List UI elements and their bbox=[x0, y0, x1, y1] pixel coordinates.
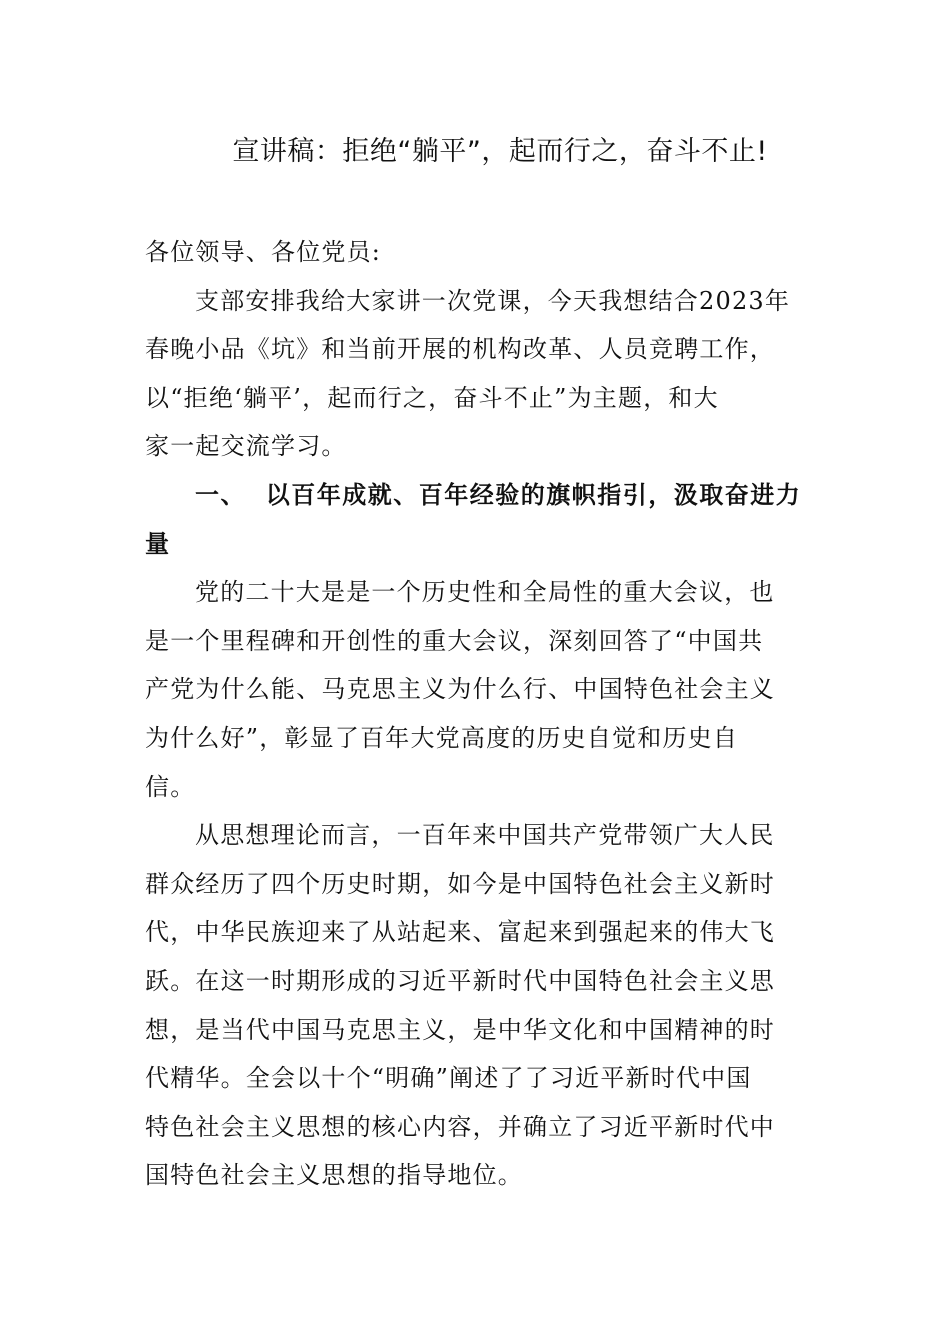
paragraph-line: 特色社会主义思想的核心内容，并确立了习近平新时代中 bbox=[145, 1112, 775, 1141]
paragraph-2 bbox=[145, 568, 795, 811]
document-body bbox=[145, 228, 802, 1200]
paragraph-line: 从思想理论而言，一百年来中国共产党带领广大人民 bbox=[195, 821, 775, 850]
paragraph-line: 代，中华民族迎来了从站起来、富起来到强起来的伟大飞 bbox=[145, 918, 775, 947]
document-title: 宣讲稿：拒绝“躺平”，起而行之，奋斗不止! bbox=[232, 136, 768, 167]
paragraph-line: 家一起交流学习。 bbox=[145, 432, 347, 461]
paragraph-line: 信。 bbox=[145, 772, 196, 801]
paragraph-line: 春晚小品《坑》和当前开展的机构改革、人员竞聘工作， bbox=[145, 335, 775, 364]
paragraph-line: 支部安排我给大家讲一次党课，今天我想结合2023年 bbox=[195, 286, 791, 315]
paragraph-line: 跃。在这一时期形成的习近平新时代中国特色社会主义思 bbox=[145, 966, 775, 995]
paragraph-line: 以“拒绝‘躺平’，起而行之，奋斗不止”为主题，和大 bbox=[145, 383, 719, 412]
paragraph-3 bbox=[145, 811, 795, 1200]
paragraph-line: 党的二十大是是一个历史性和全局性的重大会议，也 bbox=[195, 578, 775, 607]
section-heading-1 bbox=[145, 471, 802, 568]
paragraph-line: 国特色社会主义思想的指导地位。 bbox=[145, 1161, 523, 1190]
paragraph-line: 想，是当代中国马克思主义，是中华文化和中国精神的时 bbox=[145, 1015, 775, 1044]
paragraph-line: 是一个里程碑和开创性的重大会议，深刻回答了“中国共 bbox=[145, 626, 764, 655]
paragraph-line: 代精华。全会以十个“明确”阐述了了习近平新时代中国 bbox=[145, 1064, 752, 1093]
paragraph-line: 产党为什么能、马克思主义为什么行、中国特色社会主义 bbox=[145, 675, 775, 704]
salutation: 各位领导、各位党员: bbox=[145, 238, 382, 266]
heading-line: 量 bbox=[145, 528, 171, 558]
paragraph-line: 为什么好”，彰显了百年大党高度的历史自觉和历史自 bbox=[145, 723, 739, 752]
heading-line: 一、 以百年成就、百年经验的旗帜指引，汲取奋进力 bbox=[195, 479, 802, 509]
paragraph-line: 群众经历了四个历史时期，如今是中国特色社会主义新时 bbox=[145, 869, 775, 898]
paragraph-intro bbox=[145, 277, 795, 471]
